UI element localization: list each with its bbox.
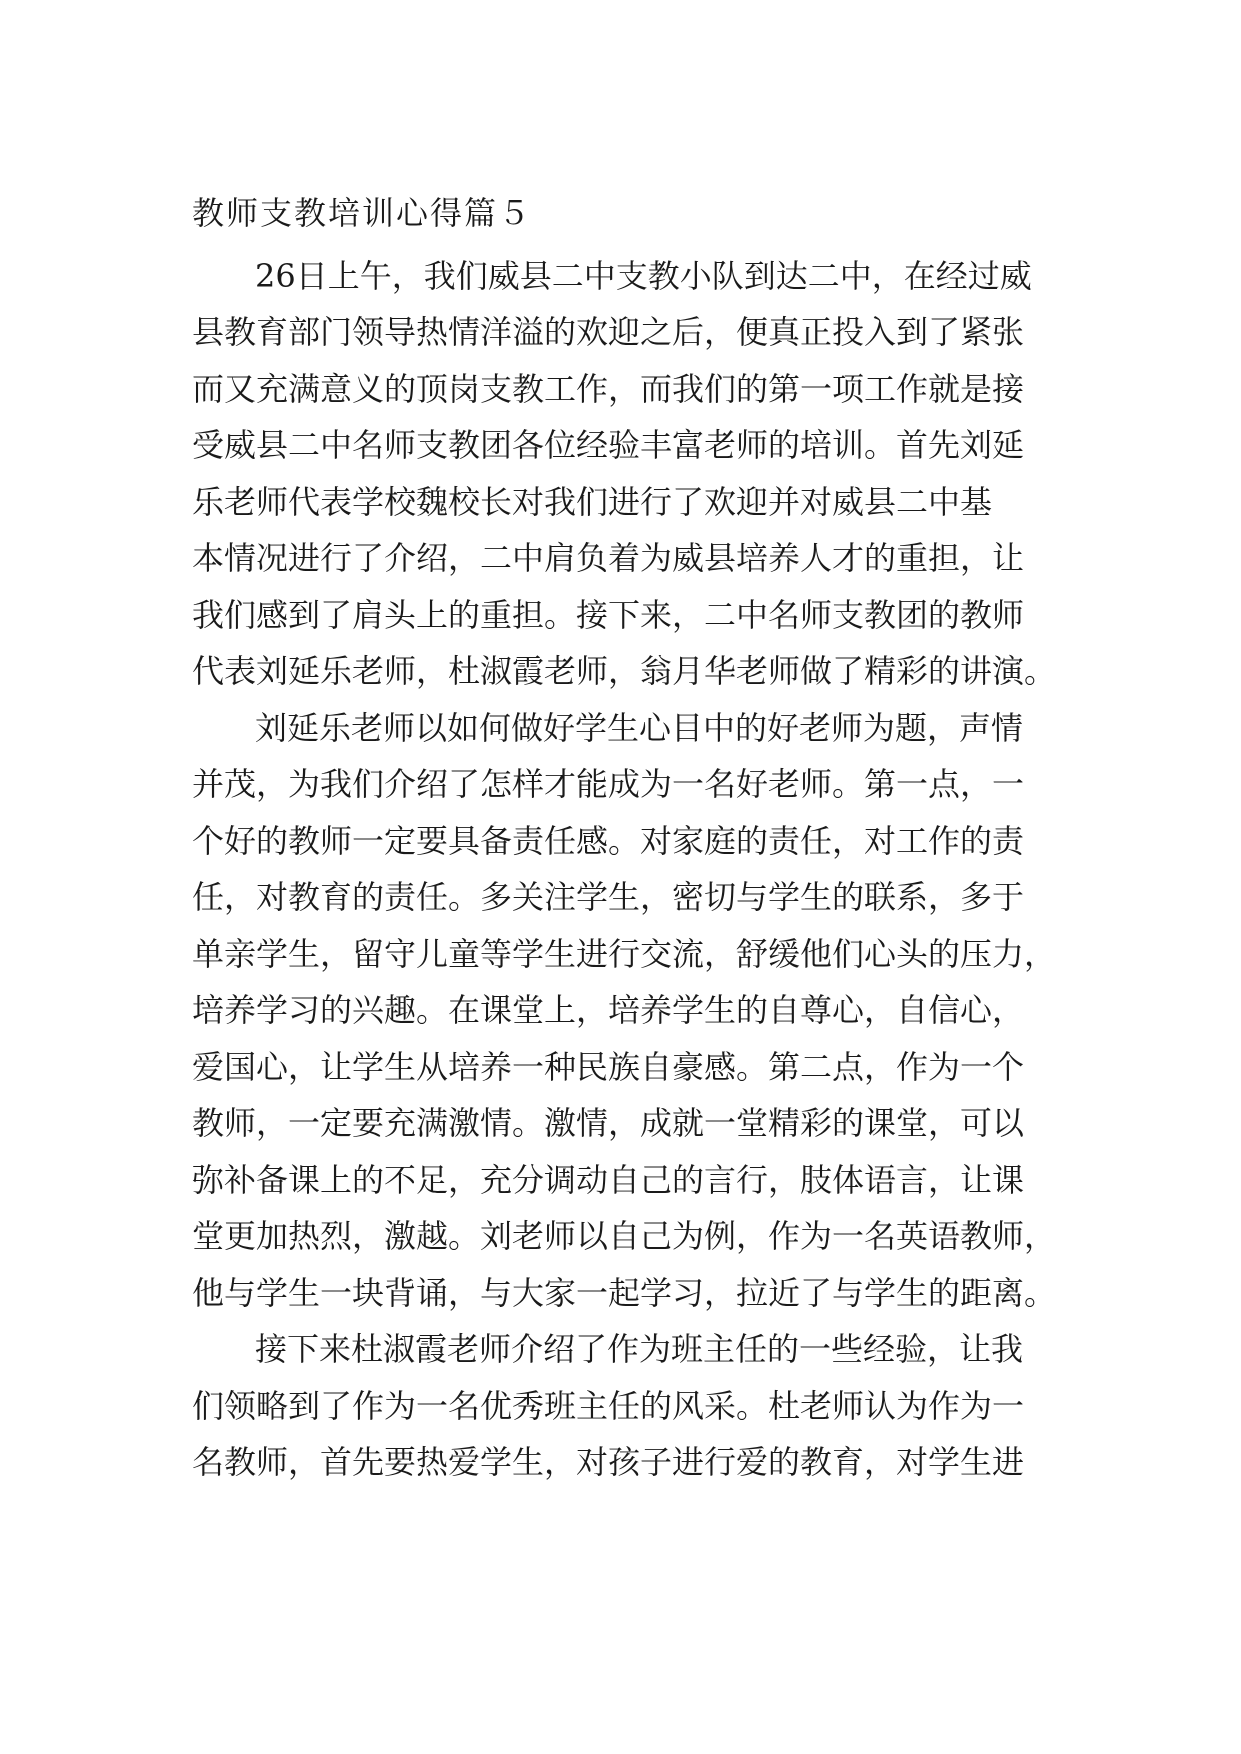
paragraph-2-line-6: 培养学习的兴趣。在课堂上，培养学生的自尊心，自信心， bbox=[192, 991, 1025, 1029]
paragraph-1-line-3: 而又充满意义的顶岗支教工作，而我们的第一项工作就是接 bbox=[192, 370, 1025, 408]
paragraph-3-line-2: 们领略到了作为一名优秀班主任的风采。杜老师认为作为一 bbox=[192, 1387, 1025, 1425]
paragraph-2-line-9: 弥补备课上的不足，充分调动自己的言行，肢体语言，让课 bbox=[192, 1161, 1025, 1199]
paragraph-2-line-2: 并茂，为我们介绍了怎样才能成为一名好老师。第一点，一 bbox=[192, 765, 1025, 803]
paragraph-2-line-11: 他与学生一块背诵，与大家一起学习，拉近了与学生的距离。 bbox=[192, 1274, 1057, 1312]
paragraph-3-line-3: 名教师，首先要热爱学生，对孩子进行爱的教育，对学生进 bbox=[192, 1443, 1025, 1481]
paragraph-1-line-7: 我们感到了肩头上的重担。接下来，二中名师支教团的教师 bbox=[192, 596, 1025, 634]
paragraph-2-line-10: 堂更加热烈，激越。刘老师以自己为例，作为一名英语教师， bbox=[192, 1217, 1057, 1255]
paragraph-2-line-5: 单亲学生，留守儿童等学生进行交流，舒缓他们心头的压力， bbox=[192, 935, 1057, 973]
paragraph-2-line-3: 个好的教师一定要具备责任感。对家庭的责任，对工作的责 bbox=[192, 822, 1025, 860]
paragraph-3-line-1: 接下来杜淑霞老师介绍了作为班主任的一些经验，让我 bbox=[255, 1330, 1024, 1368]
paragraph-1-line-4: 受威县二中名师支教团各位经验丰富老师的培训。首先刘延 bbox=[192, 426, 1025, 464]
paragraph-1-line-8: 代表刘延乐老师，杜淑霞老师，翁月华老师做了精彩的讲演。 bbox=[192, 652, 1057, 690]
paragraph-2-line-8: 教师，一定要充满激情。激情，成就一堂精彩的课堂，可以 bbox=[192, 1104, 1025, 1142]
paragraph-1-line-6: 本情况进行了介绍，二中肩负着为威县培养人才的重担，让 bbox=[192, 539, 1025, 577]
paragraph-2-line-1: 刘延乐老师以如何做好学生心目中的好老师为题，声情 bbox=[255, 709, 1024, 747]
paragraph-1-line-5: 乐老师代表学校魏校长对我们进行了欢迎并对威县二中基 bbox=[192, 483, 993, 521]
paragraph-1-line-2: 县教育部门领导热情洋溢的欢迎之后，便真正投入到了紧张 bbox=[192, 313, 1025, 351]
paragraph-2-line-4: 任，对教育的责任。多关注学生，密切与学生的联系，多于 bbox=[192, 878, 1025, 916]
paragraph-2-line-7: 爱国心，让学生从培养一种民族自豪感。第二点，作为一个 bbox=[192, 1048, 1025, 1086]
paragraph-1-line-1: 26日上午，我们威县二中支教小队到达二中，在经过威 bbox=[255, 257, 1032, 295]
document-title: 教师支教培训心得篇５ bbox=[192, 194, 533, 232]
